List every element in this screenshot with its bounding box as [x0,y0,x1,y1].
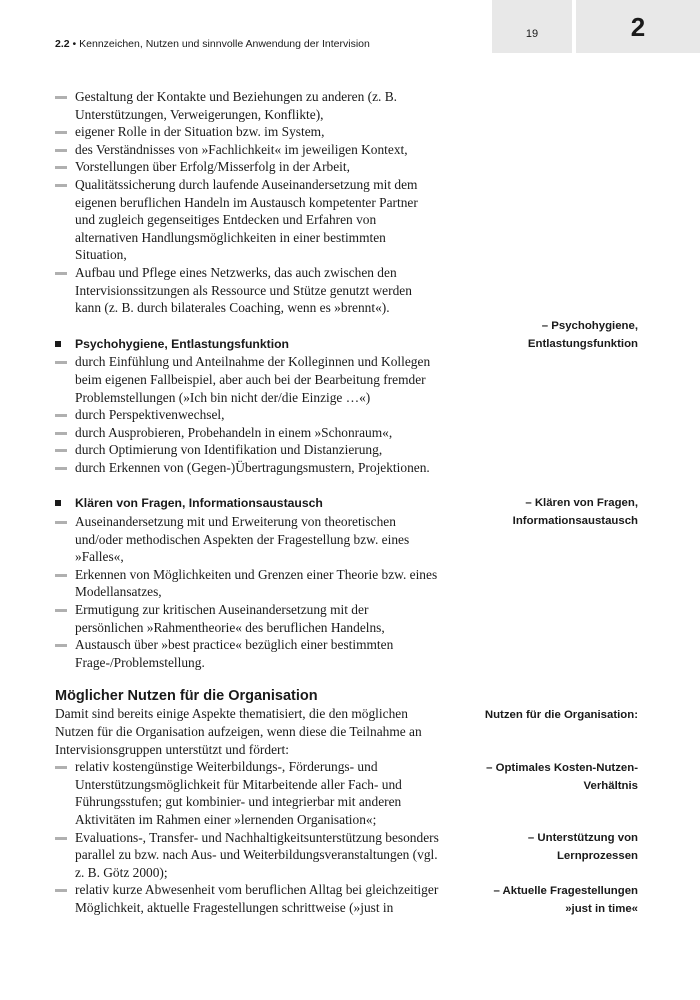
margin-note-nutzen-organisation: Nutzen für die Organisation: [484,709,638,721]
dash-bullet-icon [55,432,67,435]
list-item: durch Perspektivenwechsel, [55,406,440,424]
dash-bullet-icon [55,149,67,152]
subheading-nutzen-organisation: Möglicher Nutzen für die Organisation [55,688,318,705]
page-number-box [492,0,572,53]
running-header [55,38,370,50]
section-psychohygiene [55,336,440,477]
section-number: 2.2 [55,38,70,50]
main-text-column [55,88,440,917]
dash-bullet-icon [55,766,67,769]
intro-paragraph: Damit sind bereits einige Aspekte thematisiert, die den möglichen Nutzen für die Organisation aufzeigen, wenn diese die Teilnahme an Intervisionsgruppen unterstützt und fördert: [55,706,422,757]
dash-bullet-icon [55,166,67,169]
square-bullet-icon [55,341,61,347]
dash-list-organisation [55,758,440,916]
dash-bullet-icon [55,521,67,524]
margin-note-lernprozesse: – Unterstützung von Lernprozessen [527,832,638,862]
dash-bullet-icon [55,449,67,452]
list-item: Erkennen von Möglichkeiten und Grenzen einer Theorie bzw. eines Modellansatzes, [55,566,440,601]
list-item: Qualitätssicherung durch laufende Auseinandersetzung mit dem eigenen beruflichen Handeln im Austausch kompetenter Partner und zugleich gegenseitiges Entdecken und Erfahren von alternativen Handlungsmöglichkeiten in einer bestimmten Situation, [55,176,440,264]
section-title: Kennzeichen, Nutzen und sinnvolle Anwendung der Intervision [79,38,370,50]
dash-bullet-icon [55,131,67,134]
list-item: Austausch über »best practice« bezüglich einer bestimmten Frage-/Problemstellung. [55,636,440,671]
margin-note-klaeren: – Klären von Fragen, Informationsaustausch [512,497,638,527]
dash-bullet-icon [55,837,67,840]
section-heading-item: Klären von Fragen, Informationsaustausch [55,495,440,513]
dash-bullet-icon [55,644,67,647]
dash-bullet-icon [55,96,67,99]
list-item: eigener Rolle in der Situation bzw. im System, [55,123,440,141]
margin-note-psychohygiene: – Psychohygiene, Entlastungsfunktion [527,320,638,350]
section-klaeren [55,495,440,671]
list-item: Ermutigung zur kritischen Auseinandersetzung mit der persönlichen »Rahmentheorie« des beruflichen Handelns, [55,601,440,636]
dash-bullet-icon [55,889,67,892]
list-item: durch Erkennen von (Gegen-)Übertragungsmustern, Projektionen. [55,459,440,477]
page-number: 19 [525,28,539,40]
list-item: Gestaltung der Kontakte und Beziehungen zu anderen (z. B. Unterstützungen, Verweigerungen, Konflikte), [55,88,440,123]
chapter-tab [576,0,700,53]
section-heading-item: Psychohygiene, Entlastungsfunktion [55,336,440,354]
dash-bullet-icon [55,272,67,275]
list-item: Auseinandersetzung mit und Erweiterung von theoretischen und/oder methodischen Aspekten der Fragestellung bzw. eines »Falles«, [55,513,440,566]
margin-note-aktuelle-fragestellungen: – Aktuelle Fragestellungen »just in time« [493,885,638,915]
dash-list-1 [55,88,440,317]
dash-bullet-icon [55,467,67,470]
dash-bullet-icon [55,361,67,364]
list-item: Evaluations-, Transfer- und Nachhaltigkeitsunterstützung besonders parallel zu bzw. nach Aus- und Weiterbildungsveranstaltungen (vgl. z. B. Götz 2000); [55,829,440,882]
margin-note-kosten-nutzen: – Optimales Kosten-Nutzen- Verhältnis [486,762,638,792]
dash-bullet-icon [55,609,67,612]
dash-bullet-icon [55,574,67,577]
dash-bullet-icon [55,184,67,187]
list-item: durch Ausprobieren, Probehandeln in einem »Schonraum«, [55,424,440,442]
list-item: Vorstellungen über Erfolg/Misserfolg in der Arbeit, [55,158,440,176]
dash-bullet-icon [55,414,67,417]
list-item: des Verständnisses von »Fachlichkeit« im jeweiligen Kontext, [55,141,440,159]
list-item: relativ kostengünstige Weiterbildungs-, Förderungs- und Unterstützungsmöglichkeit für Mitarbeitende aller Fach- und Führungsstufen; gut kombinier- und integrierbar mit anderen Aktivitäten im Rahmen einer »lernenden Organisation«; [55,758,440,828]
header-separator: • [72,38,77,50]
list-item: Aufbau und Pflege eines Netzwerks, das auch zwischen den Intervisionssitzungen als Ressource und Stütze genutzt werden kann (z. B. durch bilaterales Coaching, wenn es »brennt«). [55,264,440,317]
chapter-number: 2 [630,12,646,42]
list-item: durch Optimierung von Identifikation und Distanzierung, [55,441,440,459]
list-item: relativ kurze Abwesenheit vom beruflichen Alltag bei gleichzeitiger Möglichkeit, aktuelle Fragestellungen schrittweise (»just in [55,881,440,916]
list-item: durch Einfühlung und Anteilnahme der Kolleginnen und Kollegen beim eigenen Fallbeispiel, aber auch bei der Bearbeitung fremder Problemstellungen (»Ich bin nicht der/die Einzige …«) [55,353,440,406]
square-bullet-icon [55,500,61,506]
